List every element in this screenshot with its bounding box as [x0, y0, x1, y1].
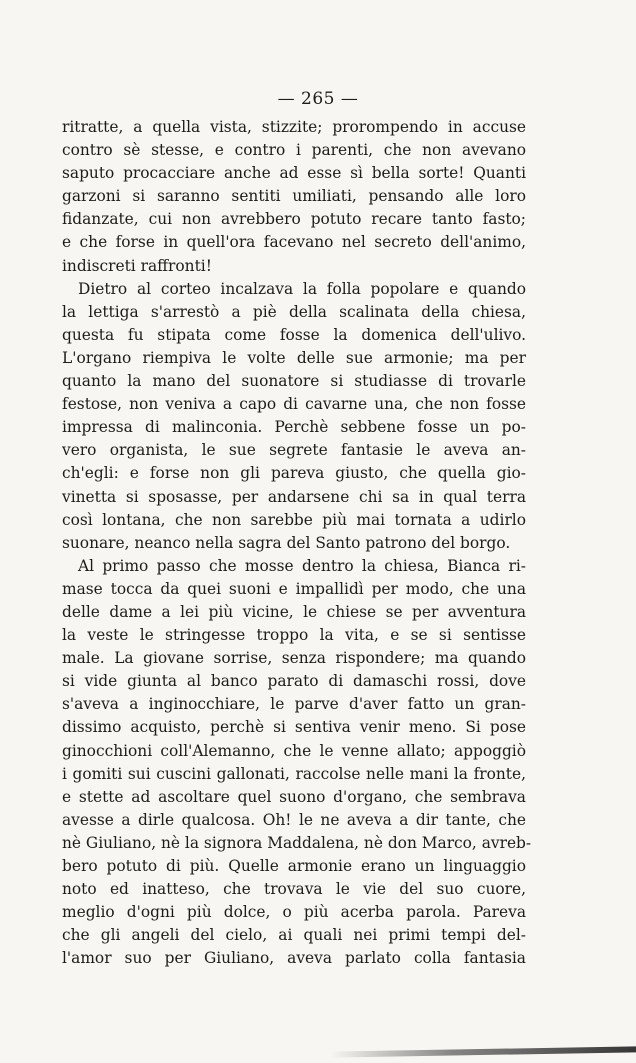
- text-line: mase tocca da quei suoni e impallidì per modo, che una: [62, 579, 526, 598]
- text-line: bero potuto di più. Quelle armonie erano un linguaggio: [62, 857, 526, 875]
- text-line: suonare, neanco nella sagra del Santo patrono del borgo.: [62, 533, 511, 552]
- text-line: che gli angeli del cielo, ai quali nei primi tempi del-: [62, 926, 526, 945]
- text-line: Dietro al corteo incalzava la folla popolare e quando: [78, 279, 526, 298]
- text-line: e che forse in quell'ora facevano nel secreto dell'animo,: [62, 233, 526, 252]
- text-line: si vide giunta al banco parato di damaschi rossi, dove: [62, 672, 526, 691]
- text-line: contro sè stesse, e contro i parenti, che non avevano: [62, 141, 526, 160]
- text-line: fidanzate, cui non avrebbero potuto recare tanto fasto;: [62, 210, 526, 229]
- text-line: l'amor suo per Giuliano, aveva parlato colla fantasia: [62, 949, 526, 968]
- text-line: male. La giovane sorrise, senza rispondere; ma quando: [62, 649, 526, 668]
- text-line: indiscreti raffronti!: [62, 256, 212, 275]
- text-line: impressa di malinconia. Perchè sebbene fosse un po-: [62, 418, 526, 437]
- text-line: avesse a dirle qualcosa. Oh! le ne aveva a dir tante, che: [62, 810, 526, 829]
- text-line: noto ed inatteso, che trovava le vie del suo cuore,: [62, 880, 526, 899]
- text-line: dissimo acquisto, perchè si sentiva venir meno. Si pose: [62, 718, 526, 737]
- text-line: e stette ad ascoltare quel suono d'organo, che sembrava: [62, 787, 526, 806]
- body-text: [62, 116, 532, 970]
- text-line: i gomiti sui cuscini gallonati, raccolse nelle mani la fronte,: [62, 764, 526, 783]
- text-line: la lettiga s'arrestò a piè della scalinata della chiesa,: [62, 302, 526, 321]
- text-line: ch'egli: e forse non gli pareva giusto, che quella gio-: [62, 464, 526, 483]
- text-line: delle dame a lei più vicine, le chiese se per avventura: [62, 602, 526, 621]
- text-line: questa fu stipata come fosse la domenica dell'ulivo.: [62, 325, 526, 344]
- text-line: la veste le stringesse troppo la vita, e se si sentisse: [62, 626, 526, 645]
- text-line: vero organista, le sue segrete fantasie le aveva an-: [62, 441, 526, 460]
- text-line: quanto la mano del suonatore si studiasse di trovarle: [62, 372, 526, 391]
- text-line: nè Giuliano, nè la signora Maddalena, nè don Marco, avreb-: [62, 833, 532, 852]
- text-line: s'aveva a inginocchiare, le parve d'aver fatto un gran-: [62, 695, 526, 714]
- page-number: — 265 —: [277, 89, 359, 109]
- text-line: ginocchioni coll'Alemanno, che le venne allato; appoggiò: [62, 741, 526, 760]
- text-line: L'organo riempiva le volte delle sue armonie; ma per: [62, 348, 526, 367]
- text-line: vinetta si sposasse, per andarsene chi sa in qual terra: [62, 487, 526, 506]
- text-line: ritratte, a quella vista, stizzite; prorompendo in accuse: [62, 118, 526, 136]
- text-line: meglio d'ogni più dolce, o più acerba parola. Pareva: [62, 903, 526, 922]
- text-line: festose, non veniva a capo di cavarne una, che non fosse: [62, 395, 526, 414]
- text-line: così lontana, che non sarebbe più mai tornata a udirlo: [62, 510, 526, 529]
- page-edge-shadow: [330, 1046, 636, 1057]
- text-line: garzoni si saranno sentiti umiliati, pensando alle loro: [62, 187, 526, 206]
- text-line: saputo procacciare anche ad esse sì bella sorte! Quanti: [62, 164, 526, 183]
- text-line: Al primo passo che mosse dentro la chiesa, Bianca ri-: [78, 556, 526, 575]
